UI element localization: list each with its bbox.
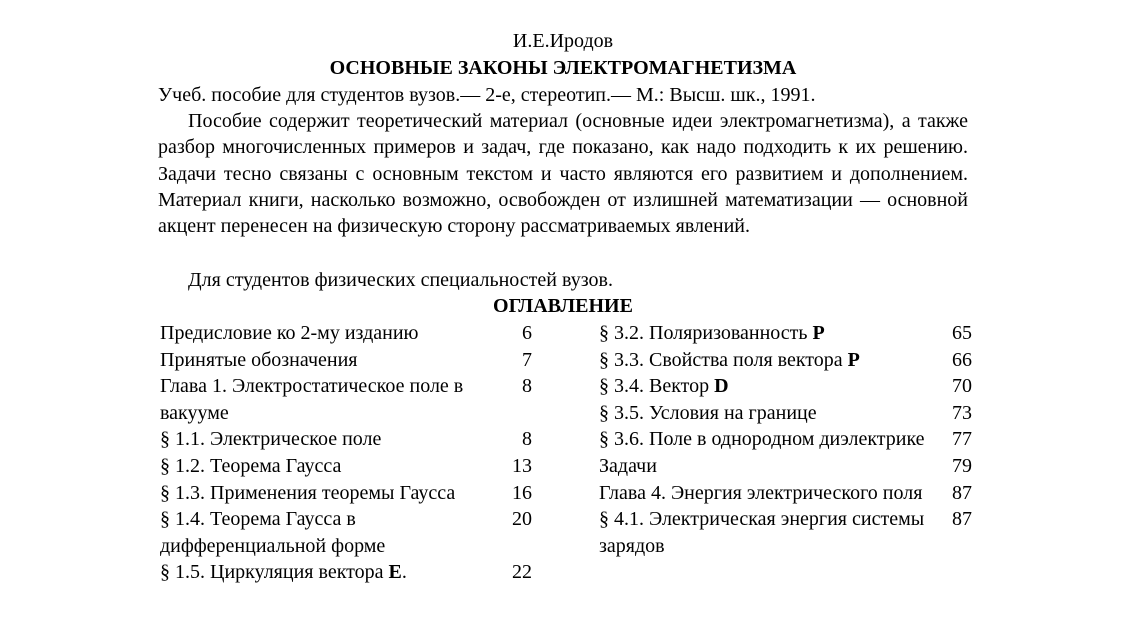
toc-entry-title [160,559,470,586]
toc-entry-title-text: § 3.2. Поляризованность [599,322,813,344]
toc-entry-title-text: § 1.5. Циркуляция вектора [160,561,389,584]
toc-entry-title: § 1.4. Теорема Гаусса в дифференциальной форме [160,508,386,557]
toc-entry-title: § 3.5. Условия на границе [599,401,817,424]
toc-entry [599,320,972,347]
toc-entry-title: § 1.1. Электрическое поле [160,428,382,451]
toc-entry-page: 6 [522,322,532,344]
toc-entry [599,400,972,427]
toc-entry-title-text: § 3.4. Вектор [599,375,715,398]
vector-symbol: E [388,561,402,584]
toc-entry-page: 87 [952,481,972,504]
toc-entry [160,426,532,453]
toc-entry-page: 73 [952,401,972,424]
toc-entry [160,320,532,347]
toc-entry [599,506,972,559]
vector-symbol: D [714,375,729,398]
toc-entry-title: § 1.2. Теорема Гаусса [160,454,342,477]
toc-entry [160,347,532,374]
toc-entry-page: 65 [952,322,972,344]
abstract-paragraph: Пособие содержит теоретический материал (основные идеи электромагнетизма), а также разбор многочисленных примеров и задач, где показано, как надо подходить к их решению. Задачи тесно связаны с основным текстом и часто являются его развитием и дополнением. Материал книги, насколько возможно, освобожден от излишней математизации — основной акцент перенесен на физическую сторону рассматриваемых явлений. [158,110,968,238]
toc-entry-page: 87 [952,508,972,531]
toc-entry-page: 66 [952,348,972,371]
toc-heading: ОГЛАВЛЕНИЕ [493,295,633,317]
toc-entry [599,453,972,480]
toc-entry [599,347,972,374]
toc-entry-title: § 4.1. Электрическая энергия системы зарядов [599,508,925,557]
toc-entry-page: 22 [512,561,532,584]
toc-entry [599,426,972,453]
toc-entry-title: § 1.3. Применения теоремы Гаусса [160,481,456,504]
toc-entry-title: § 3.6. Поле в однородном диэлектрике [599,428,925,451]
toc-entry [160,453,532,480]
toc-entry-page: 16 [512,481,532,504]
book-title: ОСНОВНЫЕ ЗАКОНЫ ЭЛЕКТРОМАГНЕТИЗМА [329,57,797,79]
toc-entry-title-suffix: . [401,561,407,584]
toc-entry-page: 8 [522,375,532,398]
toc-entry [160,559,532,586]
toc-entry-page: 77 [952,428,972,451]
toc-entry [599,373,972,400]
toc-entry-title: Предисловие ко 2-му изданию [160,322,419,344]
toc-entry [160,373,532,426]
toc-entry [160,480,532,507]
toc-entry [599,480,972,507]
vector-symbol: P [812,322,825,344]
toc-entry-page: 13 [512,454,532,477]
toc-entry-title [599,373,929,400]
toc-entry-title [599,320,929,347]
toc-entry-page: 20 [512,508,532,531]
toc-entry-page: 79 [952,454,972,477]
toc-entry-title: Принятые обозначения [160,348,358,371]
toc-entry-title: Глава 4. Энергия электрического поля [599,481,923,504]
toc-right-column [599,320,972,559]
toc-entry-page: 70 [952,375,972,398]
imprint: Учеб. пособие для студентов вузов.— 2-е, стереотип.— М.: Высш. шк., 1991. [158,84,816,106]
toc-entry-page: 8 [522,428,532,451]
audience-line: Для студентов физических специальностей вузов. [188,269,613,291]
toc-entry-title: Задачи [599,454,657,477]
toc-entry [160,506,532,559]
toc-entry-page: 7 [522,348,532,371]
author: И.Е.Иродов [512,30,614,52]
toc-entry-title: Глава 1. Электростатическое поле в вакууме [160,375,464,424]
toc-entry-title [599,347,929,374]
toc-entry-title-text: § 3.3. Свойства поля вектора [599,348,848,371]
toc-left-column [160,320,532,586]
vector-symbol: P [847,348,860,371]
